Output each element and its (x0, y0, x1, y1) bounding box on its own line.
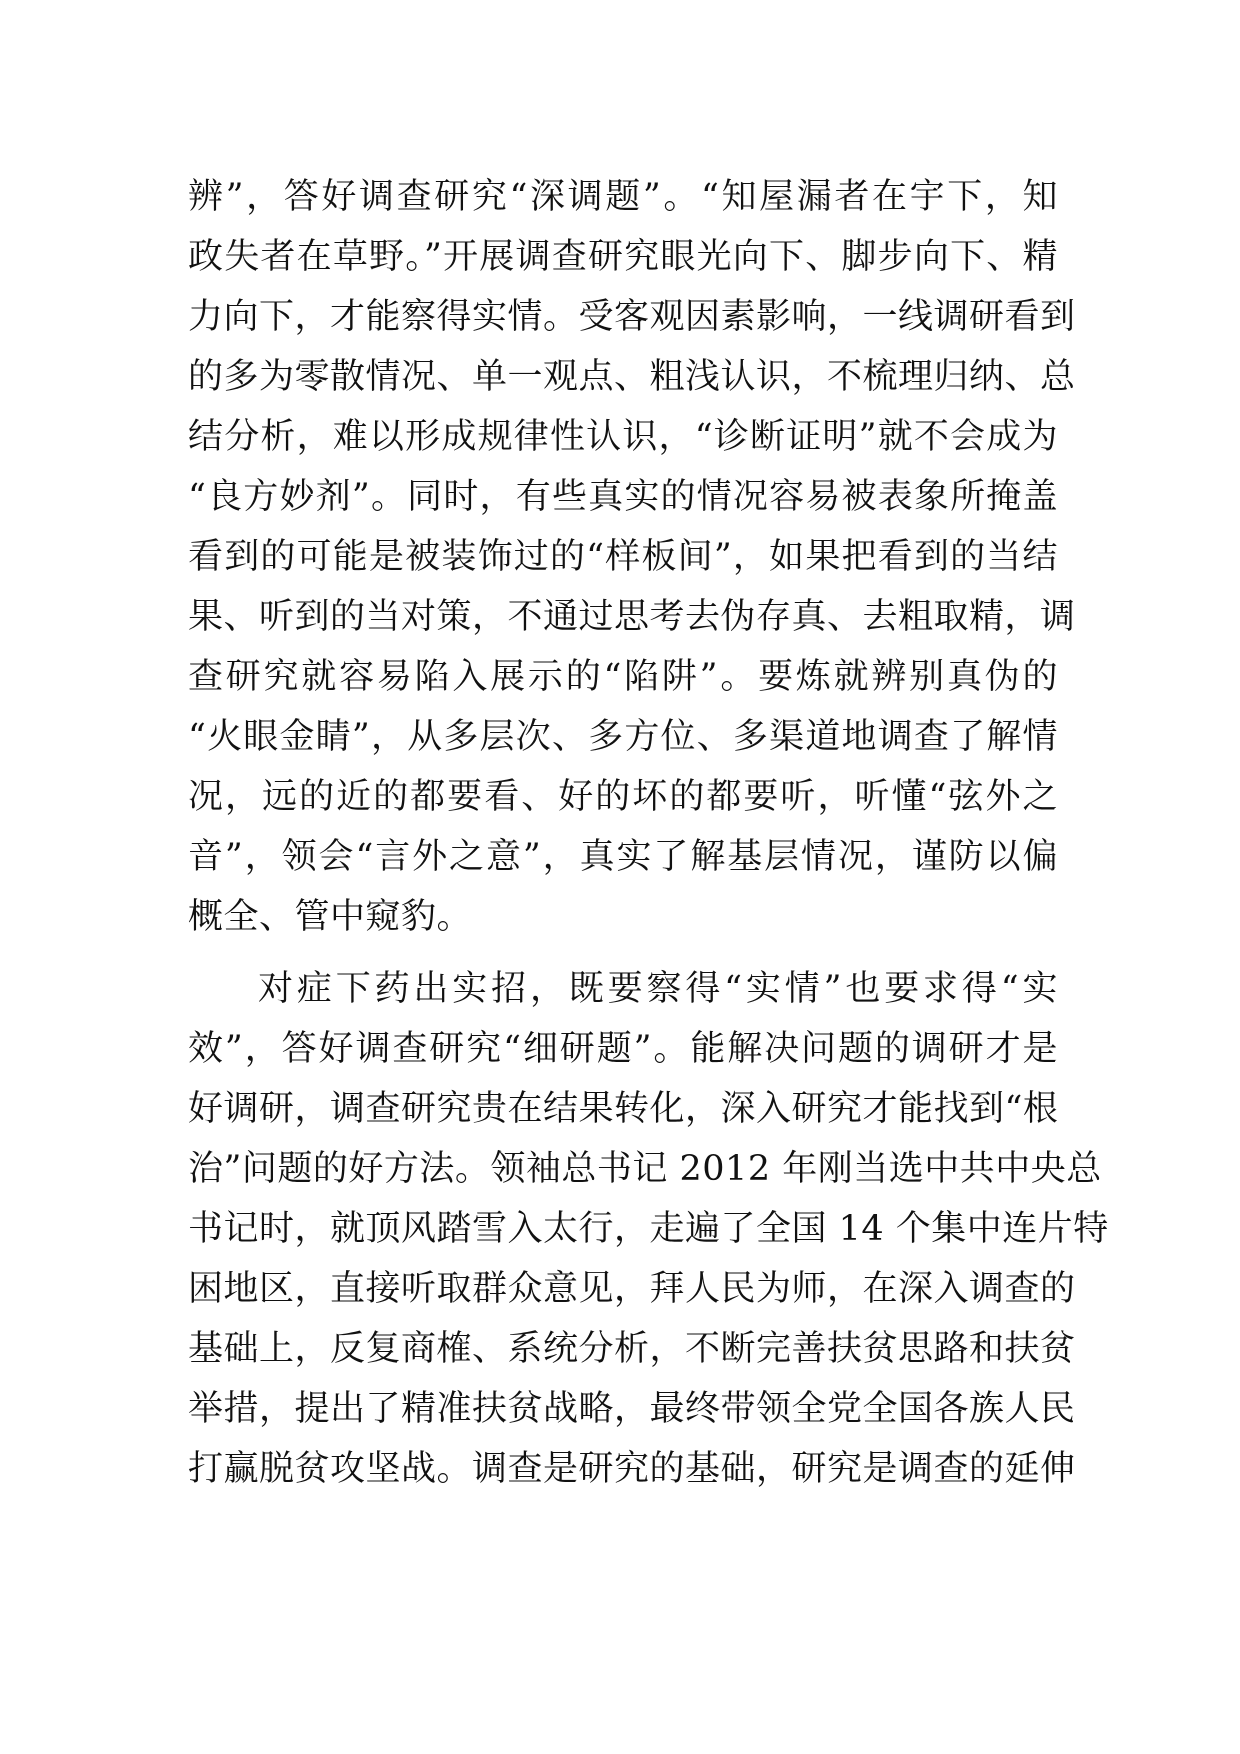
text-line: 打赢脱贫攻坚战。调查是研究的基础，研究是调查的延伸 (188, 1449, 1076, 1489)
text-line: 查研究就容易陷入展示的“陷阱”。要炼就辨别真伪的 (188, 657, 1058, 697)
text-line: 好调研，调查研究贵在结果转化，深入研究才能找到“根 (188, 1089, 1059, 1129)
text-line: 困地区，直接听取群众意见，拜人民为师，在深入调查的 (188, 1269, 1076, 1309)
text-line: 结分析，难以形成规律性认识，“诊断证明”就不会成为 (188, 417, 1058, 457)
text-line: 效”，答好调查研究“细研题”。能解决问题的调研才是 (188, 1029, 1058, 1069)
text-line: 举措，提出了精准扶贫战略，最终带领全党全国各族人民 (188, 1389, 1076, 1429)
text-line: 音”，领会“言外之意”，真实了解基层情况，谨防以偏 (188, 837, 1058, 877)
text-line: 辨”，答好调查研究“深调题”。“知屋漏者在宇下，知 (188, 177, 1058, 217)
text-line: “火眼金睛”，从多层次、多方位、多渠道地调查了解情 (188, 717, 1058, 757)
text-line: 概全、管中窥豹。 (188, 897, 473, 937)
text-line: 基础上，反复商榷、系统分析，不断完善扶贫思路和扶贫 (188, 1329, 1076, 1369)
text-line: 治”问题的好方法。领袖总书记 2012 年刚当选中共中央总 (188, 1149, 1102, 1189)
text-line: 看到的可能是被装饰过的“样板间”，如果把看到的当结 (188, 537, 1058, 577)
text-line: 对症下药出实招，既要察得“实情”也要求得“实 (258, 969, 1058, 1009)
text-line: 力向下，才能察得实情。受客观因素影响，一线调研看到 (188, 297, 1076, 337)
text-line: 果、听到的当对策，不通过思考去伪存真、去粗取精，调 (188, 597, 1076, 637)
text-line: 政失者在草野。”开展调查研究眼光向下、脚步向下、精 (188, 237, 1058, 277)
text-line: “良方妙剂”。同时，有些真实的情况容易被表象所掩盖 (188, 477, 1058, 517)
text-line: 的多为零散情况、单一观点、粗浅认识，不梳理归纳、总 (188, 357, 1076, 397)
text-line: 书记时，就顶风踏雪入太行，走遍了全国 14 个集中连片特 (188, 1209, 1109, 1249)
text-line: 况，远的近的都要看、好的坏的都要听，听懂“弦外之 (188, 777, 1058, 817)
